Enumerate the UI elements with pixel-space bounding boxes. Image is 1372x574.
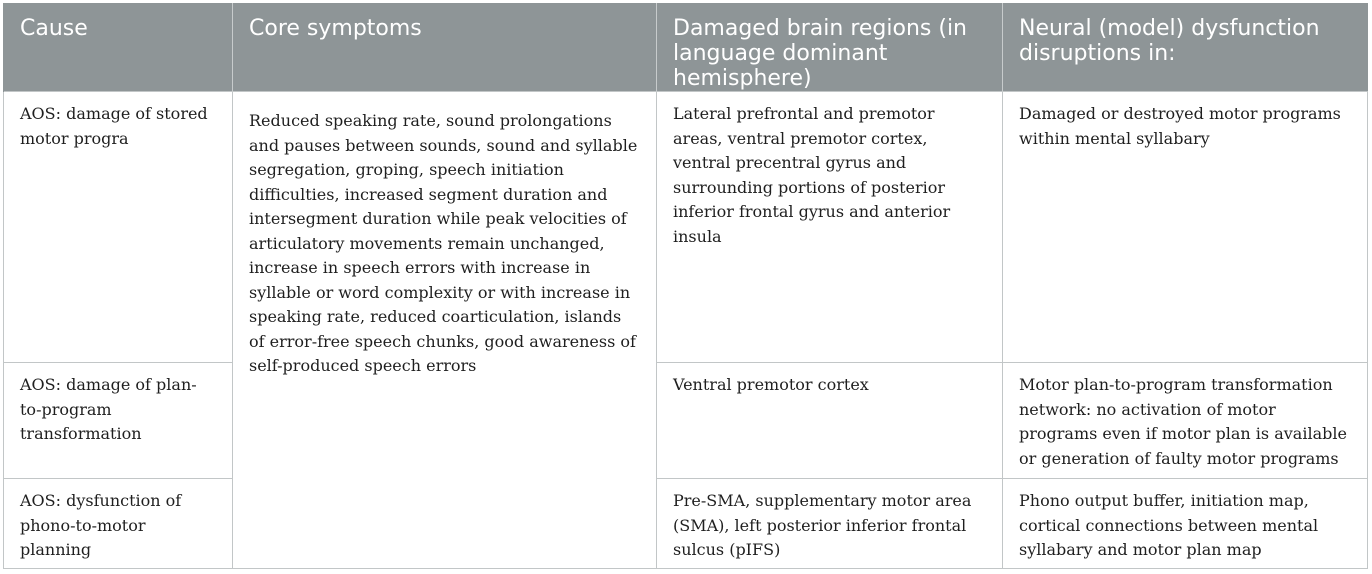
core-symptoms-cell: Reduced speaking rate, sound prolongations and pauses between sounds, sound and syllable segregation, groping, speech initiation difficulties, increased segment duration and intersegment duration while peak velocities of articulatory movements remain unchanged, increase in speech errors with increase in syllable or word complexity or with increase in speaking rate, reduced coarticulation, islands of error-free speech chunks, good awareness of self-produced speech errors: [233, 92, 657, 569]
header-row: [4, 3, 1368, 92]
regions-cell: Pre-SMA, supplementary motor area (SMA), left posterior inferior frontal sulcus (pIFS): [657, 479, 1003, 569]
dysfunction-cell: Phono output buffer, initiation map, cortical connections between mental syllabary and motor plan map: [1003, 479, 1368, 569]
table-row: [4, 363, 1368, 479]
regions-cell: Ventral premotor cortex: [657, 363, 1003, 479]
header-cause: Cause: [4, 3, 233, 92]
header-core-symptoms: Core symptoms: [233, 3, 657, 92]
header-neural-dysfunction: Neural (model) dysfunction disruptions in:: [1003, 3, 1368, 92]
cause-cell: AOS: damage of plan-to-program transformation: [4, 363, 233, 479]
aos-table: [3, 3, 1368, 569]
regions-cell: Lateral prefrontal and premotor areas, ventral premotor cortex, ventral precentral gyrus and surrounding portions of posterior inferior frontal gyrus and anterior insula: [657, 92, 1003, 363]
cause-cell: AOS: dysfunction of phono-to-motor planning: [4, 479, 233, 569]
dysfunction-cell: Motor plan-to-program transformation network: no activation of motor programs even if motor plan is available or generation of faulty motor programs: [1003, 363, 1368, 479]
header-damaged-brain-regions: Damaged brain regions (in language dominant hemisphere): [657, 3, 1003, 92]
cause-cell: AOS: damage of stored motor progra: [4, 92, 233, 363]
table-row: [4, 92, 1368, 363]
dysfunction-cell: Damaged or destroyed motor programs within mental syllabary: [1003, 92, 1368, 363]
table-row: [4, 479, 1368, 569]
